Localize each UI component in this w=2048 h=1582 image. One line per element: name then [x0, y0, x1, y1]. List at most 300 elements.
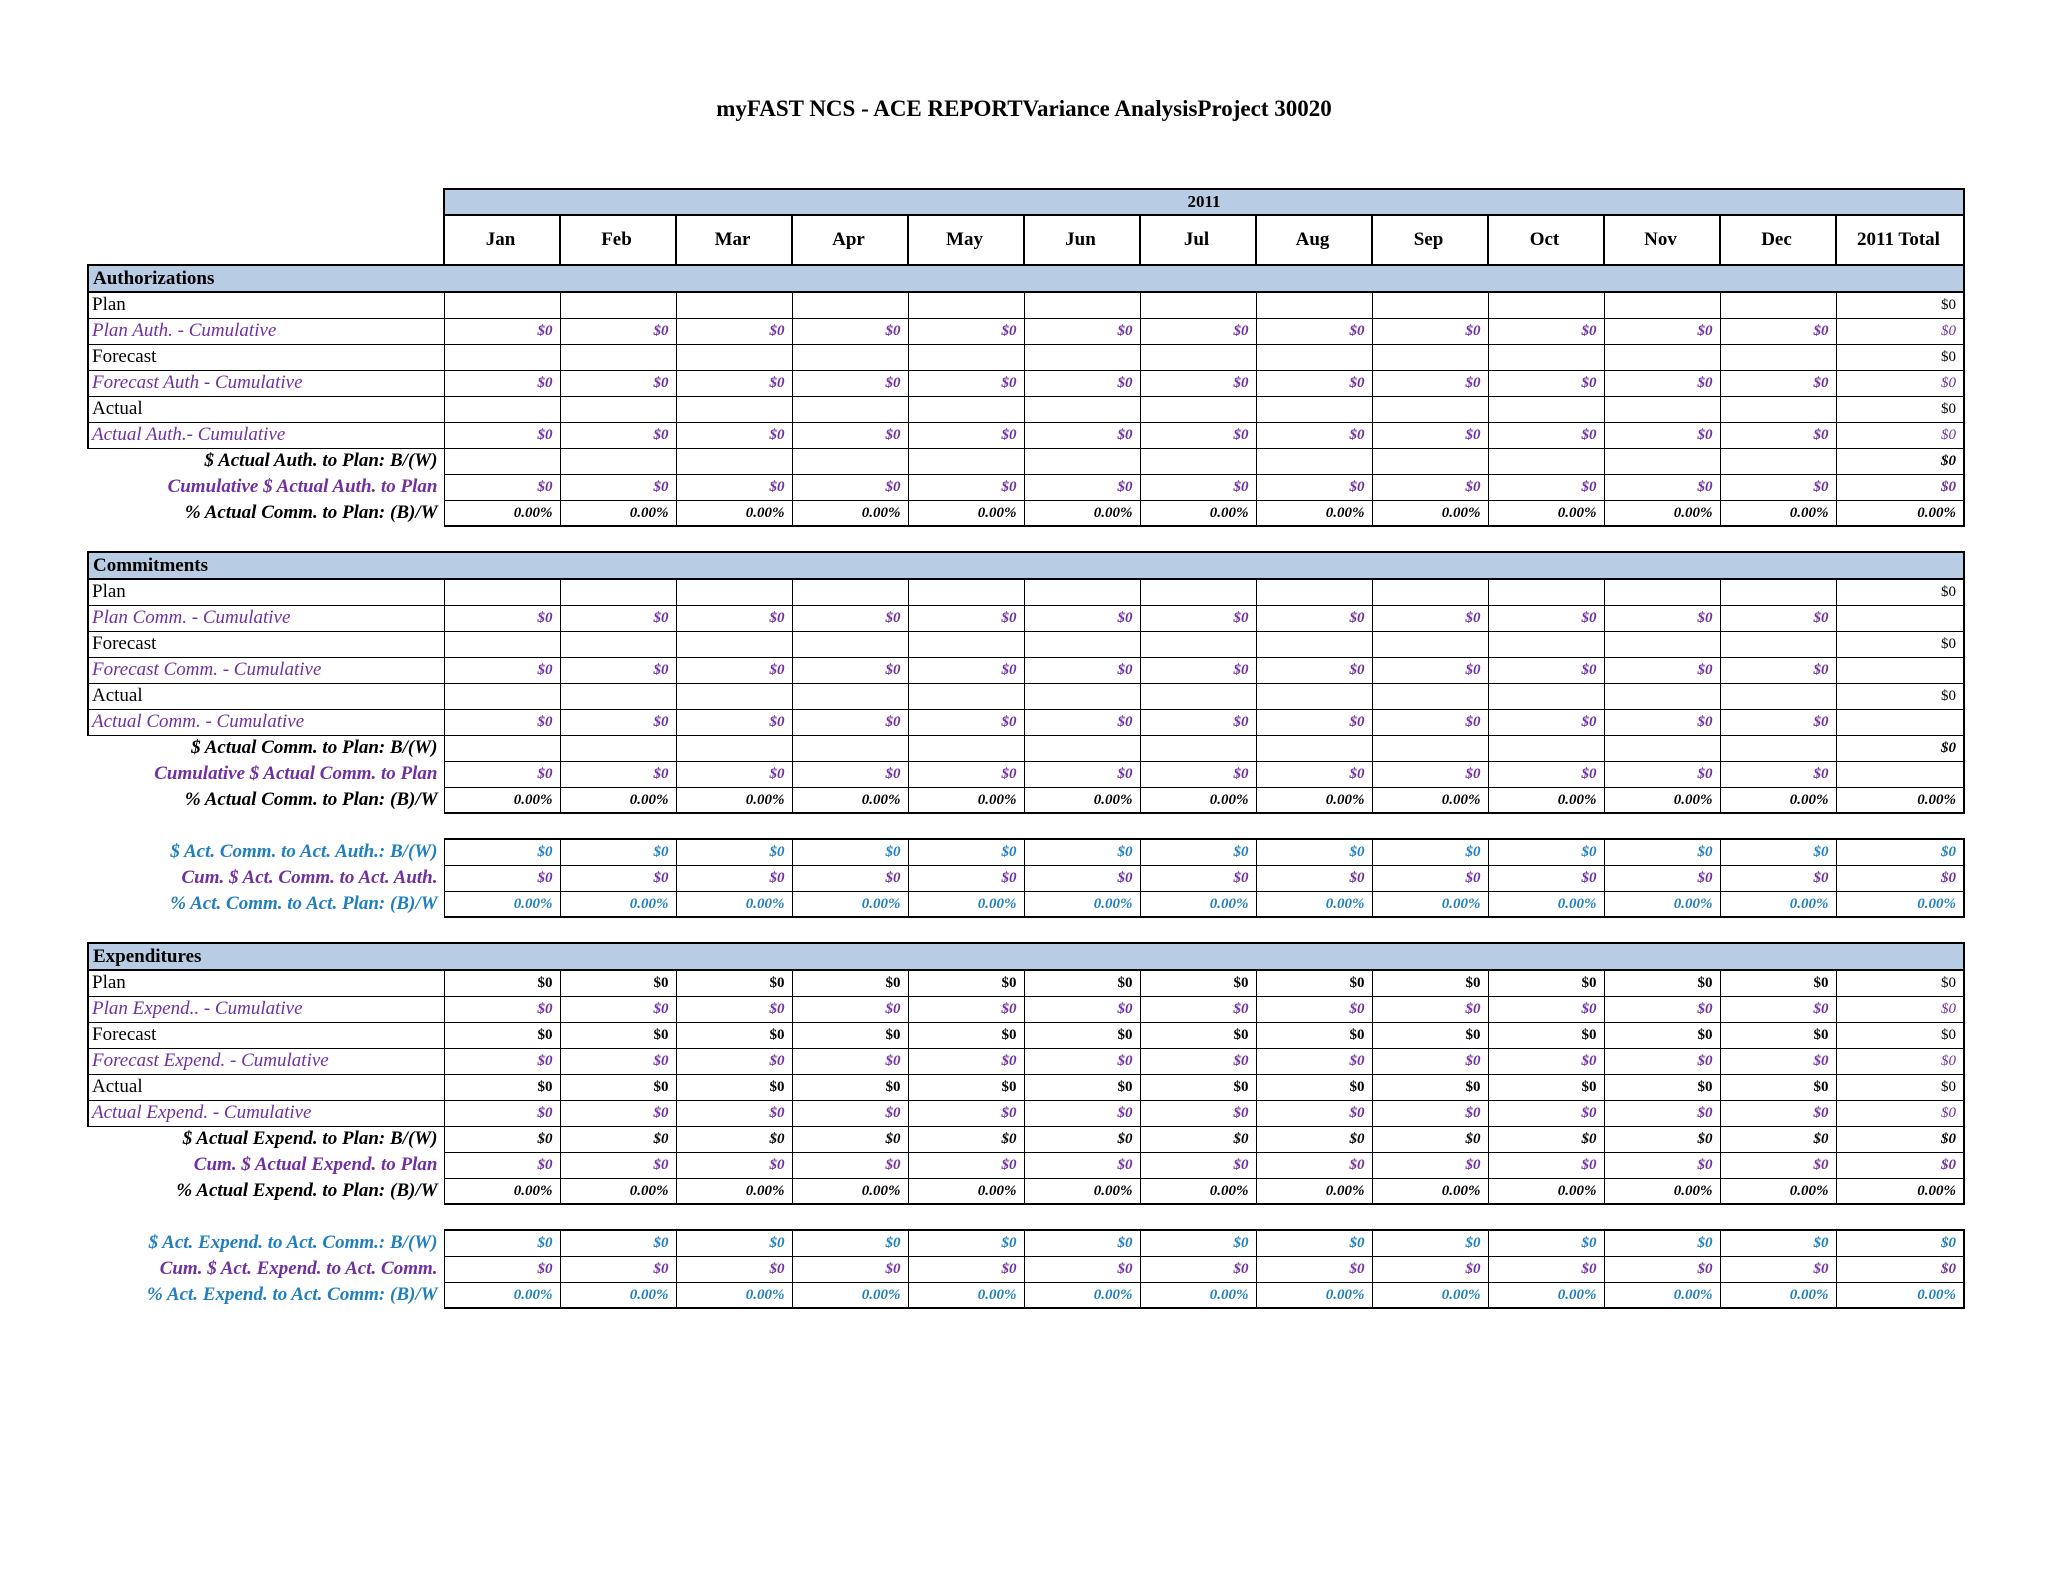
value-cell: $0	[1604, 839, 1720, 865]
value-cell: 0.00%	[1488, 1178, 1604, 1204]
value-cell: $0	[1140, 1022, 1256, 1048]
value-cell: $0	[1024, 1074, 1140, 1100]
spacer-cell	[88, 813, 1964, 839]
value-cell: $0	[444, 1100, 560, 1126]
value-cell: $0	[560, 1126, 676, 1152]
row-label: Plan Auth. - Cumulative	[88, 318, 444, 344]
value-cell: $0	[908, 1022, 1024, 1048]
total-cell: $0	[1836, 422, 1964, 448]
value-cell	[1720, 448, 1836, 474]
value-cell: $0	[908, 474, 1024, 500]
value-cell: $0	[1024, 865, 1140, 891]
value-cell: $0	[1720, 318, 1836, 344]
value-cell	[792, 448, 908, 474]
value-cell	[1372, 448, 1488, 474]
value-cell: $0	[444, 370, 560, 396]
value-cell: $0	[1372, 318, 1488, 344]
row-label: Plan Comm. - Cumulative	[88, 605, 444, 631]
value-cell: $0	[1256, 605, 1372, 631]
table-row	[88, 865, 1964, 891]
value-cell: $0	[1488, 1022, 1604, 1048]
total-cell: $0	[1836, 318, 1964, 344]
value-cell	[1372, 631, 1488, 657]
value-cell	[676, 631, 792, 657]
value-cell: $0	[1140, 1256, 1256, 1282]
value-cell: $0	[676, 1100, 792, 1126]
value-cell: $0	[1372, 1100, 1488, 1126]
value-cell	[908, 396, 1024, 422]
value-cell: $0	[560, 1256, 676, 1282]
value-cell: 0.00%	[560, 891, 676, 917]
total-cell: $0	[1836, 1152, 1964, 1178]
value-cell	[1256, 396, 1372, 422]
value-cell: $0	[1720, 474, 1836, 500]
value-cell: $0	[1604, 970, 1720, 996]
value-cell: 0.00%	[1604, 1178, 1720, 1204]
value-cell: 0.00%	[1720, 500, 1836, 526]
value-cell	[1604, 344, 1720, 370]
total-cell	[1836, 761, 1964, 787]
value-cell: $0	[560, 1048, 676, 1074]
value-cell: $0	[1024, 370, 1140, 396]
month-header: Mar	[676, 215, 792, 265]
report-title: myFAST NCS - ACE REPORTVariance AnalysisProject 30020	[716, 96, 1332, 121]
value-cell: $0	[1720, 996, 1836, 1022]
row-label: Actual	[88, 1074, 444, 1100]
value-cell: $0	[1372, 1230, 1488, 1256]
value-cell: $0	[1140, 657, 1256, 683]
value-cell: $0	[1720, 761, 1836, 787]
value-cell: $0	[792, 1126, 908, 1152]
value-cell: $0	[560, 865, 676, 891]
value-cell: $0	[908, 1230, 1024, 1256]
value-cell: 0.00%	[1256, 891, 1372, 917]
value-cell: $0	[1140, 1100, 1256, 1126]
value-cell: 0.00%	[1604, 500, 1720, 526]
row-label: $ Actual Expend. to Plan: B/(W)	[182, 1128, 438, 1150]
value-cell: $0	[1488, 709, 1604, 735]
value-cell	[560, 683, 676, 709]
table-row	[88, 1126, 1964, 1152]
value-cell: 0.00%	[1256, 500, 1372, 526]
value-cell	[792, 344, 908, 370]
value-cell: $0	[1720, 605, 1836, 631]
value-cell	[560, 579, 676, 605]
table-row	[88, 631, 1964, 657]
value-cell: $0	[1488, 1256, 1604, 1282]
value-cell: $0	[1256, 1022, 1372, 1048]
value-cell	[676, 579, 792, 605]
value-cell: 0.00%	[1604, 787, 1720, 813]
value-cell: $0	[1256, 839, 1372, 865]
value-cell: 0.00%	[560, 787, 676, 813]
row-label: Plan	[88, 579, 444, 605]
value-cell: 0.00%	[444, 500, 560, 526]
table-row	[88, 1282, 1964, 1308]
table-row	[88, 579, 1964, 605]
value-cell: 0.00%	[1256, 1178, 1372, 1204]
value-cell	[1024, 735, 1140, 761]
value-cell: $0	[444, 709, 560, 735]
value-cell: $0	[1024, 318, 1140, 344]
value-cell: 0.00%	[1372, 1282, 1488, 1308]
table-row	[88, 1178, 1964, 1204]
row-label: Cum. $ Actual Expend. to Plan	[193, 1154, 438, 1175]
value-cell: $0	[444, 474, 560, 500]
table-row	[88, 787, 1964, 813]
row-label: Forecast	[88, 631, 444, 657]
value-cell: $0	[1372, 709, 1488, 735]
value-cell: 0.00%	[908, 787, 1024, 813]
value-cell: $0	[444, 422, 560, 448]
value-cell: $0	[1372, 474, 1488, 500]
value-cell: 0.00%	[1372, 787, 1488, 813]
value-cell: 0.00%	[444, 1178, 560, 1204]
value-cell: $0	[444, 1022, 560, 1048]
value-cell	[1140, 448, 1256, 474]
table-row	[88, 292, 1964, 318]
value-cell: $0	[676, 318, 792, 344]
value-cell: 0.00%	[676, 1178, 792, 1204]
total-cell: $0	[1836, 996, 1964, 1022]
value-cell: $0	[1140, 1152, 1256, 1178]
value-cell: $0	[1720, 970, 1836, 996]
value-cell: 0.00%	[1140, 1178, 1256, 1204]
value-cell: $0	[1256, 1074, 1372, 1100]
value-cell	[1256, 448, 1372, 474]
value-cell: $0	[444, 1126, 560, 1152]
value-cell: $0	[444, 1256, 560, 1282]
value-cell: $0	[1488, 422, 1604, 448]
value-cell: $0	[1256, 1100, 1372, 1126]
value-cell: $0	[1488, 1126, 1604, 1152]
value-cell: $0	[1488, 657, 1604, 683]
value-cell: $0	[1140, 474, 1256, 500]
value-cell	[560, 344, 676, 370]
table-row	[88, 474, 1964, 500]
value-cell	[792, 735, 908, 761]
value-cell	[1488, 344, 1604, 370]
value-cell	[1488, 631, 1604, 657]
row-label: Actual Auth.- Cumulative	[88, 422, 444, 448]
value-cell: $0	[1140, 605, 1256, 631]
value-cell: $0	[676, 839, 792, 865]
month-header: Sep	[1372, 215, 1488, 265]
value-cell: 0.00%	[1024, 500, 1140, 526]
row-label: Plan Expend.. - Cumulative	[88, 996, 444, 1022]
value-cell: $0	[792, 1074, 908, 1100]
value-cell: $0	[676, 761, 792, 787]
value-cell: $0	[676, 657, 792, 683]
value-cell	[560, 631, 676, 657]
table-row	[88, 891, 1964, 917]
value-cell	[792, 683, 908, 709]
value-cell: 0.00%	[792, 787, 908, 813]
row-label: % Actual Comm. to Plan: (B)/W	[184, 789, 438, 810]
value-cell: $0	[1720, 1022, 1836, 1048]
value-cell: $0	[1604, 1022, 1720, 1048]
value-cell: $0	[1140, 1048, 1256, 1074]
value-cell: $0	[560, 1230, 676, 1256]
table-row	[88, 1100, 1964, 1126]
value-cell: $0	[1140, 996, 1256, 1022]
value-cell	[1140, 735, 1256, 761]
value-cell: 0.00%	[560, 500, 676, 526]
table-row	[88, 396, 1964, 422]
value-cell: $0	[676, 1152, 792, 1178]
row-label: Forecast Expend. - Cumulative	[88, 1048, 444, 1074]
value-cell: $0	[1140, 1230, 1256, 1256]
value-cell: 0.00%	[1140, 500, 1256, 526]
value-cell	[1024, 396, 1140, 422]
value-cell: 0.00%	[1372, 500, 1488, 526]
value-cell: $0	[1024, 1048, 1140, 1074]
header-spacer	[88, 215, 444, 265]
value-cell: 0.00%	[1720, 787, 1836, 813]
value-cell: $0	[676, 1048, 792, 1074]
value-cell: $0	[908, 605, 1024, 631]
total-cell: $0	[1836, 1100, 1964, 1126]
value-cell	[1140, 631, 1256, 657]
value-cell: $0	[1488, 370, 1604, 396]
value-cell: $0	[444, 865, 560, 891]
value-cell: 0.00%	[1024, 1282, 1140, 1308]
total-cell: 0.00%	[1836, 787, 1964, 813]
value-cell: $0	[1256, 1256, 1372, 1282]
value-cell	[908, 735, 1024, 761]
value-cell: $0	[1604, 1126, 1720, 1152]
value-cell: $0	[1256, 709, 1372, 735]
value-cell: $0	[792, 1230, 908, 1256]
value-cell: $0	[1024, 422, 1140, 448]
table-row	[88, 318, 1964, 344]
value-cell	[560, 396, 676, 422]
table-row	[88, 422, 1964, 448]
value-cell: $0	[444, 318, 560, 344]
value-cell: $0	[676, 1126, 792, 1152]
value-cell: $0	[792, 1100, 908, 1126]
value-cell	[676, 683, 792, 709]
value-cell: $0	[560, 1022, 676, 1048]
table-row	[88, 448, 1964, 474]
value-cell: $0	[1488, 970, 1604, 996]
value-cell	[1140, 292, 1256, 318]
value-cell: $0	[1140, 370, 1256, 396]
value-cell: 0.00%	[676, 787, 792, 813]
value-cell: $0	[908, 318, 1024, 344]
value-cell	[1720, 631, 1836, 657]
value-cell	[444, 683, 560, 709]
row-label: Cum. $ Act. Comm. to Act. Auth.	[181, 867, 438, 888]
section-header-row	[88, 265, 1964, 292]
value-cell: $0	[792, 1152, 908, 1178]
value-cell	[1372, 683, 1488, 709]
value-cell: $0	[1140, 318, 1256, 344]
total-cell	[1836, 605, 1964, 631]
value-cell	[1256, 292, 1372, 318]
value-cell: $0	[1372, 422, 1488, 448]
table-row	[88, 709, 1964, 735]
row-label: Cumulative $ Actual Comm. to Plan	[154, 763, 438, 784]
year-header-row	[88, 189, 1964, 215]
value-cell: $0	[676, 1022, 792, 1048]
value-cell: $0	[1604, 474, 1720, 500]
value-cell	[908, 683, 1024, 709]
value-cell: $0	[1256, 1048, 1372, 1074]
value-cell: $0	[1720, 1100, 1836, 1126]
row-label: $ Actual Comm. to Plan: B/(W)	[191, 737, 438, 759]
value-cell: $0	[1488, 996, 1604, 1022]
value-cell: $0	[1720, 1230, 1836, 1256]
month-header: Feb	[560, 215, 676, 265]
value-cell: $0	[792, 657, 908, 683]
value-cell	[1140, 579, 1256, 605]
value-cell: $0	[1604, 1230, 1720, 1256]
value-cell: 0.00%	[1488, 500, 1604, 526]
value-cell	[444, 344, 560, 370]
value-cell	[444, 579, 560, 605]
value-cell: $0	[560, 474, 676, 500]
value-cell: $0	[1604, 996, 1720, 1022]
value-cell: $0	[1372, 1256, 1488, 1282]
value-cell: $0	[1720, 370, 1836, 396]
value-cell: $0	[560, 761, 676, 787]
value-cell: $0	[1488, 474, 1604, 500]
month-header: Dec	[1720, 215, 1836, 265]
section-title: Commitments	[88, 552, 1964, 579]
value-cell: $0	[444, 1048, 560, 1074]
total-cell: $0	[1836, 735, 1964, 761]
value-cell: $0	[676, 474, 792, 500]
total-cell: $0	[1836, 396, 1964, 422]
value-cell: 0.00%	[1720, 891, 1836, 917]
value-cell: 0.00%	[792, 500, 908, 526]
value-cell: $0	[1720, 422, 1836, 448]
value-cell: $0	[560, 318, 676, 344]
row-label: Cumulative $ Actual Auth. to Plan	[167, 476, 438, 497]
value-cell	[1604, 292, 1720, 318]
value-cell	[1604, 735, 1720, 761]
value-cell: $0	[792, 370, 908, 396]
header-spacer	[88, 189, 444, 215]
value-cell	[676, 448, 792, 474]
value-cell: $0	[1720, 657, 1836, 683]
value-cell: $0	[1372, 657, 1488, 683]
value-cell: $0	[908, 1256, 1024, 1282]
value-cell: $0	[444, 657, 560, 683]
value-cell: $0	[444, 1074, 560, 1100]
spacer-cell	[88, 917, 1964, 943]
value-cell: $0	[908, 761, 1024, 787]
value-cell: $0	[1488, 1100, 1604, 1126]
value-cell: $0	[560, 839, 676, 865]
value-cell: $0	[792, 1022, 908, 1048]
value-cell: $0	[444, 996, 560, 1022]
value-cell: $0	[908, 657, 1024, 683]
value-cell: 0.00%	[676, 891, 792, 917]
value-cell: $0	[676, 709, 792, 735]
value-cell: $0	[1488, 1048, 1604, 1074]
value-cell: $0	[1256, 865, 1372, 891]
value-cell: $0	[560, 605, 676, 631]
value-cell: $0	[1140, 709, 1256, 735]
value-cell: $0	[444, 970, 560, 996]
value-cell: $0	[1372, 865, 1488, 891]
value-cell: $0	[1372, 1022, 1488, 1048]
value-cell	[1720, 683, 1836, 709]
total-cell: $0	[1836, 448, 1964, 474]
value-cell: $0	[1372, 1152, 1488, 1178]
value-cell: 0.00%	[908, 1282, 1024, 1308]
total-cell: $0	[1836, 1126, 1964, 1152]
value-cell: $0	[676, 996, 792, 1022]
value-cell: 0.00%	[444, 1282, 560, 1308]
value-cell: $0	[1372, 605, 1488, 631]
value-cell: $0	[1140, 865, 1256, 891]
value-cell: $0	[1256, 761, 1372, 787]
value-cell	[1024, 579, 1140, 605]
value-cell	[1256, 579, 1372, 605]
value-cell: $0	[1024, 1100, 1140, 1126]
value-cell: $0	[1604, 1048, 1720, 1074]
row-label: Cum. $ Act. Expend. to Act. Comm.	[159, 1258, 438, 1279]
value-cell	[908, 579, 1024, 605]
value-cell: $0	[1140, 1126, 1256, 1152]
total-cell: 0.00%	[1836, 891, 1964, 917]
month-header: Apr	[792, 215, 908, 265]
value-cell: 0.00%	[1256, 787, 1372, 813]
value-cell	[792, 396, 908, 422]
value-cell: 0.00%	[560, 1282, 676, 1308]
value-cell	[1604, 631, 1720, 657]
value-cell: $0	[1604, 657, 1720, 683]
table-row	[88, 344, 1964, 370]
value-cell: 0.00%	[1604, 1282, 1720, 1308]
value-cell: $0	[1140, 839, 1256, 865]
value-cell	[560, 448, 676, 474]
value-cell: $0	[560, 709, 676, 735]
value-cell: $0	[792, 761, 908, 787]
value-cell: $0	[560, 1152, 676, 1178]
value-cell	[1256, 735, 1372, 761]
value-cell: $0	[792, 605, 908, 631]
value-cell: 0.00%	[908, 891, 1024, 917]
value-cell: $0	[908, 1074, 1024, 1100]
value-cell: $0	[1024, 605, 1140, 631]
value-cell: $0	[1720, 1256, 1836, 1282]
row-label: Forecast Auth - Cumulative	[88, 370, 444, 396]
value-cell: $0	[1024, 1230, 1140, 1256]
value-cell: $0	[1720, 839, 1836, 865]
value-cell	[1372, 344, 1488, 370]
value-cell: $0	[1720, 1152, 1836, 1178]
value-cell	[444, 631, 560, 657]
value-cell: $0	[908, 839, 1024, 865]
value-cell: $0	[676, 370, 792, 396]
value-cell	[560, 292, 676, 318]
value-cell: 0.00%	[1720, 1178, 1836, 1204]
value-cell: $0	[560, 1100, 676, 1126]
value-cell	[1372, 396, 1488, 422]
total-cell: 0.00%	[1836, 500, 1964, 526]
value-cell: 0.00%	[1372, 1178, 1488, 1204]
table-row	[88, 839, 1964, 865]
value-cell: $0	[792, 422, 908, 448]
value-cell: 0.00%	[792, 891, 908, 917]
value-cell	[792, 292, 908, 318]
value-cell: $0	[1256, 970, 1372, 996]
value-cell	[1720, 344, 1836, 370]
